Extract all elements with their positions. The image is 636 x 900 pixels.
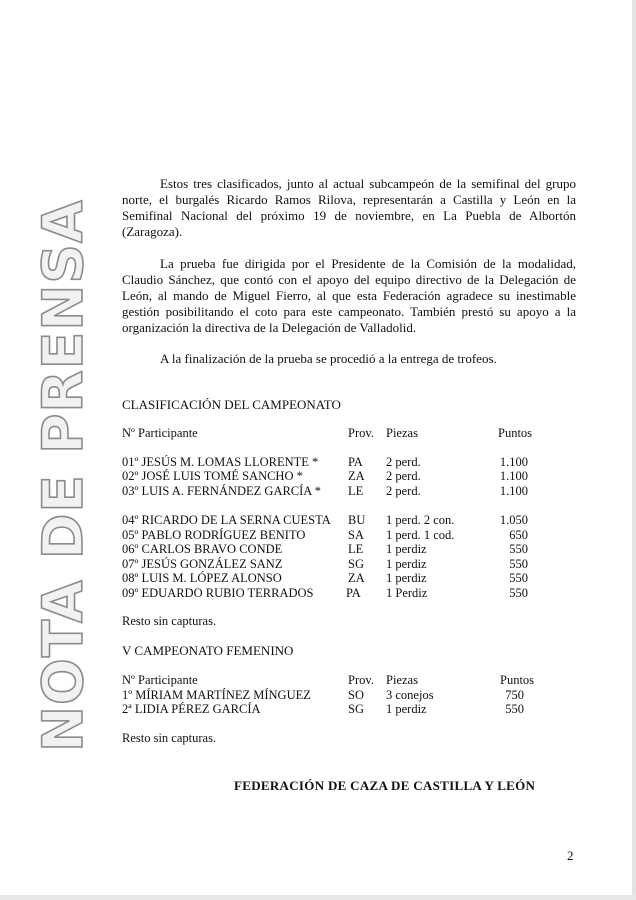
- participant-name: 08º LUIS M. LÓPEZ ALONSO: [122, 571, 282, 585]
- womens-championship-heading: V CAMPEONATO FEMENINO: [122, 643, 294, 658]
- col-pieces-header: Piezas: [386, 673, 418, 687]
- participant-province: LE: [348, 542, 364, 556]
- participant-points: 650: [509, 528, 528, 542]
- participant-province: ZA: [348, 571, 365, 585]
- championship-note: Resto sin capturas.: [122, 614, 217, 628]
- participant-pieces: 1 perd. 1 cod.: [386, 528, 455, 542]
- page-number: 2: [567, 848, 574, 863]
- womens-note: Resto sin capturas.: [122, 731, 217, 745]
- table-row: [122, 455, 582, 470]
- participant-points: 1.050: [499, 513, 528, 527]
- col-province-header: Prov.: [348, 673, 374, 687]
- participant-name: 06º CARLOS BRAVO CONDE: [122, 542, 283, 556]
- participant-pieces: 1 perdiz: [386, 557, 427, 571]
- participant-province: ZA: [348, 469, 365, 483]
- participant-name: 03º LUIS A. FERNÁNDEZ GARCÍA *: [122, 484, 322, 498]
- participant-province: SG: [348, 702, 364, 716]
- table-row: [122, 469, 582, 484]
- participant-points: 550: [509, 571, 528, 585]
- participant-pieces: 2 perd.: [386, 455, 421, 469]
- table-row: [122, 542, 582, 557]
- table-row: [122, 586, 582, 601]
- participant-province: SA: [348, 528, 364, 542]
- table-row: [122, 688, 582, 703]
- participant-province: PA: [346, 586, 361, 600]
- participant-pieces: 1 perdiz: [386, 702, 427, 716]
- participant-name: 01º JESÚS M. LOMAS LLORENTE *: [122, 455, 319, 469]
- col-pieces-header: Piezas: [386, 426, 418, 440]
- participant-province: SG: [348, 557, 364, 571]
- col-participant-header: Nº Participante: [122, 673, 198, 687]
- body-paragraph-3: [122, 351, 576, 367]
- participant-name: 1º MÍRIAM MARTÍNEZ MÍNGUEZ: [122, 688, 311, 702]
- body-paragraph-2: [122, 256, 576, 336]
- participant-pieces: 3 conejos: [386, 688, 434, 702]
- paragraph-text: A la finalización de la prueba se procedió a la entrega de trofeos.: [160, 351, 497, 366]
- participant-province: PA: [348, 455, 363, 469]
- paragraph-text: Estos tres clasificados, junto al actual subcampeón de la semifinal del grupo norte, el burgalés Ricardo Ramos Rilova, representarán a Castilla y León en la Semifinal Nacional del próximo 19 de noviembre, en La Puebla de Albortón (Zaragoza).: [122, 176, 576, 239]
- participant-pieces: 2 perd.: [386, 484, 421, 498]
- col-province-header: Prov.: [348, 426, 374, 440]
- participant-name: 05º PABLO RODRÍGUEZ BENITO: [122, 528, 306, 542]
- participant-name: 04º RICARDO DE LA SERNA CUESTA: [122, 513, 331, 527]
- participant-pieces: 1 perdiz: [386, 571, 427, 585]
- col-points-header: Puntos: [500, 673, 535, 687]
- participant-points: 1.100: [499, 469, 528, 483]
- participant-name: 2ª LIDIA PÉREZ GARCÍA: [122, 702, 261, 716]
- table-row: [122, 484, 582, 499]
- table-row: [122, 528, 582, 543]
- col-participant-header: Nº Participante: [122, 426, 198, 440]
- participant-province: SO: [348, 688, 364, 702]
- participant-name: 09º EDUARDO RUBIO TERRADOS: [122, 586, 314, 600]
- table-row: [122, 513, 582, 528]
- participant-points: 550: [505, 702, 524, 716]
- participant-name: 02º JOSÉ LUIS TOMÉ SANCHO *: [122, 469, 303, 483]
- womens-header-row: [122, 673, 582, 688]
- page-edge-right: [632, 0, 636, 900]
- page-edge-bottom: [0, 895, 636, 900]
- table-row: [122, 702, 582, 717]
- participant-pieces: 2 perd.: [386, 469, 421, 483]
- championship-heading: CLASIFICACIÓN DEL CAMPEONATO: [122, 397, 341, 412]
- participant-name: 07º JESÚS GONZÁLEZ SANZ: [122, 557, 283, 571]
- participant-pieces: 1 perd. 2 con.: [386, 513, 455, 527]
- participant-points: 550: [509, 557, 528, 571]
- table-row: [122, 571, 582, 586]
- participant-province: BU: [348, 513, 366, 527]
- press-release-side-label: NOTA DE PRENSA: [31, 199, 95, 752]
- participant-points: 550: [509, 542, 528, 556]
- table-row: [122, 557, 582, 572]
- participant-points: 550: [509, 586, 528, 600]
- participant-pieces: 1 perdiz: [386, 542, 427, 556]
- championship-header-row: [122, 426, 582, 441]
- paragraph-text: La prueba fue dirigida por el Presidente de la Comisión de la modalidad, Claudio Sánchez, que contó con el apoyo del equipo directivo de la Delegación de León, al mando de Miguel Fierro, al que esta Federación agradece su inestimable gestión posibilitando el coto para este campeonato. También prestó su apoyo a la organización la directiva de la Delegación de Valladolid.: [122, 256, 576, 335]
- participant-points: 1.100: [499, 484, 528, 498]
- participant-pieces: 1 Perdiz: [386, 586, 428, 600]
- participant-province: LE: [348, 484, 364, 498]
- participant-points: 750: [505, 688, 524, 702]
- participant-points: 1.100: [499, 455, 528, 469]
- federation-signature: FEDERACIÓN DE CAZA DE CASTILLA Y LEÓN: [234, 778, 536, 793]
- body-paragraph-1: [122, 176, 576, 240]
- col-points-header: Puntos: [498, 426, 533, 440]
